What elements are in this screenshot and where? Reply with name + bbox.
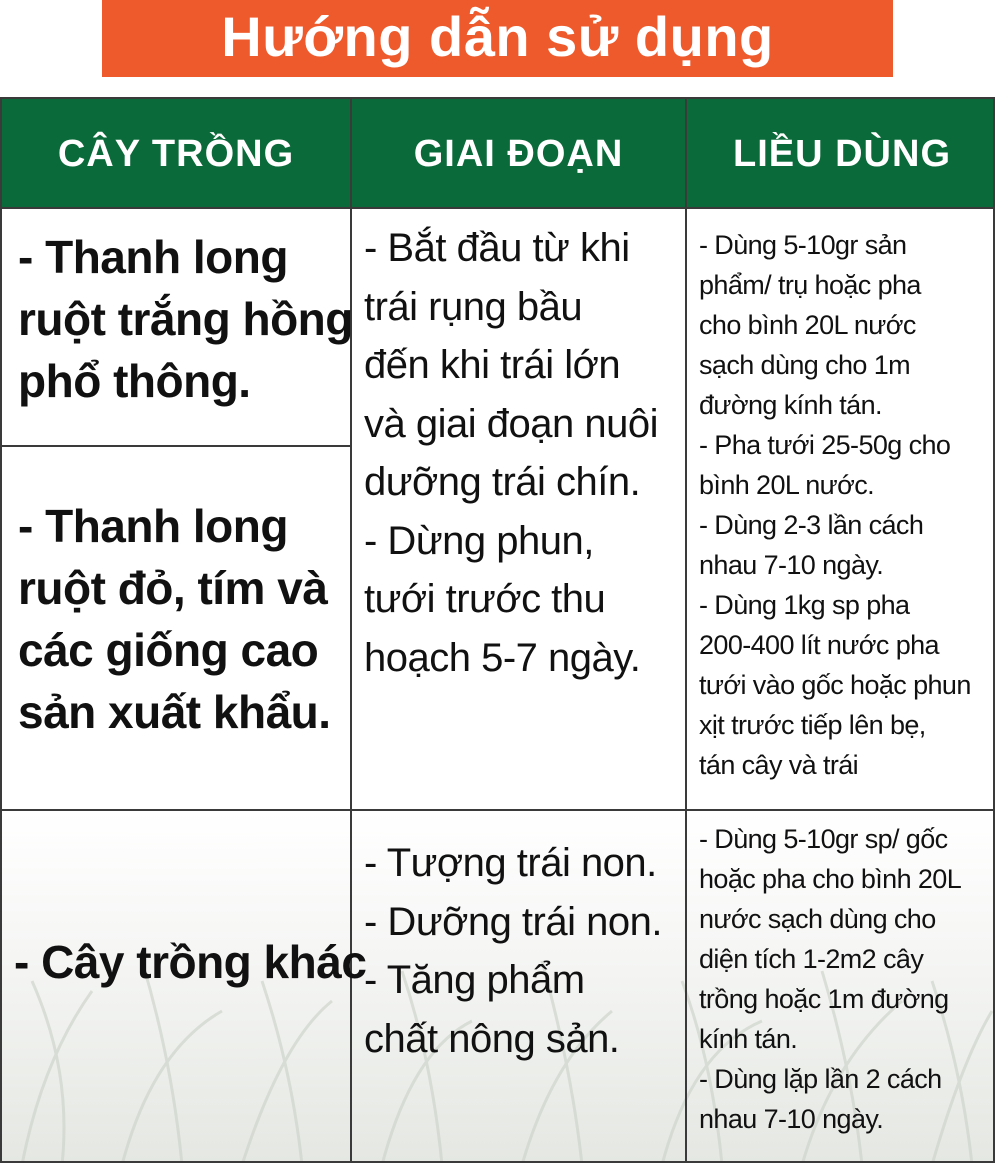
dose-text: - Pha tưới 25-50g cho (699, 430, 951, 460)
dose-text: đường kính tán. (699, 390, 882, 420)
dose-text: nhau 7-10 ngày. (699, 1104, 884, 1134)
stage-cell (364, 834, 662, 1068)
dose-text: hoặc pha cho bình 20L (699, 864, 962, 894)
stage-text: hoạch 5-7 ngày. (364, 635, 641, 680)
stage-cell (364, 219, 658, 687)
stage-text: trái rụng bầu (364, 284, 583, 329)
dose-text: 200-400 lít nước pha (699, 630, 939, 660)
dose-text: nhau 7-10 ngày. (699, 550, 884, 580)
dose-text: xịt trước tiếp lên bẹ, (699, 710, 926, 740)
dose-text: trồng hoặc 1m đường (699, 984, 949, 1014)
header-stage (352, 99, 685, 209)
dose-text: kính tán. (699, 1024, 798, 1054)
stage-text: - Dưỡng trái non. (364, 899, 662, 944)
header-stage-label: GIAI ĐOẠN (413, 132, 624, 175)
dose-cell (699, 819, 961, 1139)
page-title: Hướng dẫn sử dụng (221, 5, 774, 68)
stage-text: - Tăng phẩm (364, 958, 585, 1002)
dose-cell (699, 225, 971, 785)
dose-text: sạch dùng cho 1m (699, 350, 911, 380)
dose-text: cho bình 20L nước (699, 310, 916, 340)
stage-text: đến khi trái lớn (364, 343, 621, 387)
dose-text: phẩm/ trụ hoặc pha (699, 270, 921, 300)
header-crop-label: CÂY TRỒNG (57, 132, 295, 175)
stage-text: - Bắt đầu từ khi (364, 226, 630, 270)
dose-text: nước sạch dùng cho (699, 904, 936, 934)
crop-text: - Cây trồng khác (14, 936, 367, 988)
page-title-banner (102, 0, 893, 77)
stage-text: và giai đoạn nuôi (364, 401, 658, 446)
dose-text: - Dùng 1kg sp pha (699, 590, 910, 620)
stage-text: - Dừng phun, (364, 518, 594, 563)
stage-text: - Tượng trái non. (364, 841, 657, 885)
crop-cell (18, 226, 353, 412)
column-divider (685, 99, 687, 1163)
crop-cell (18, 495, 331, 743)
crop-text: sản xuất khẩu. (18, 686, 331, 738)
crop-text: - Thanh long (18, 500, 288, 552)
dose-text: tưới vào gốc hoặc phun (699, 670, 971, 700)
crop-text: ruột trắng hồng (18, 293, 353, 345)
crop-text: ruột đỏ, tím và (18, 562, 328, 614)
dose-text: tán cây và trái (699, 750, 859, 780)
dose-text: - Dùng 5-10gr sp/ gốc (699, 824, 948, 854)
header-dose-label: LIỀU DÙNG (733, 132, 951, 175)
dose-text: diện tích 1-2m2 cây (699, 944, 924, 974)
stage-text: dưỡng trái chín. (364, 460, 641, 504)
crop-text: - Thanh long (18, 231, 288, 283)
crop-text: các giống cao (18, 624, 319, 676)
stage-text: chất nông sản. (364, 1016, 620, 1061)
row-divider (2, 207, 995, 209)
header-crop (2, 99, 350, 209)
usage-table (0, 97, 995, 1163)
dose-text: - Dùng 2-3 lần cách (699, 510, 924, 540)
dose-text: - Dùng lặp lần 2 cách (699, 1064, 942, 1094)
crop-text: phổ thông. (18, 355, 251, 407)
row-divider (2, 445, 350, 447)
dose-text: - Dùng 5-10gr sản (699, 230, 907, 260)
row-divider (2, 809, 995, 811)
crop-cell (14, 931, 366, 993)
dose-text: bình 20L nước. (699, 470, 874, 500)
header-dose (687, 99, 995, 209)
stage-text: tưới trước thu (364, 577, 606, 621)
